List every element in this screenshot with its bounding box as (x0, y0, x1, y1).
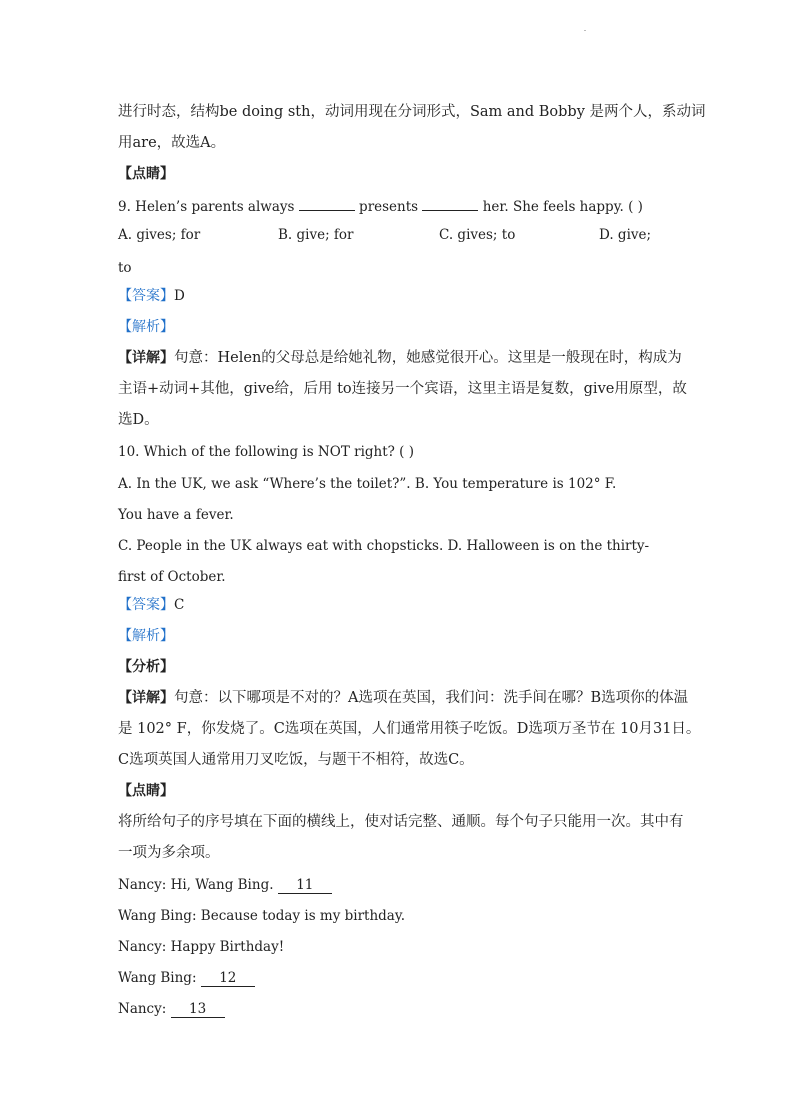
q9-option-a: A. gives; for (118, 227, 201, 243)
q10-options-cd-cont: first of October. (118, 569, 226, 585)
section-label: 【点睛】 (118, 166, 174, 182)
instruction-line: 将所给句子的序号填在下面的横线上，使对话完整、通顺。每个句子只能用一次。其中有 (118, 814, 684, 830)
q10-exp-text: 句意：以下哪项是不对的？A选项在英国，我们问：洗手间在哪？B选项你的体温 (174, 690, 689, 706)
detail-label: 【详解】 (118, 690, 174, 706)
instruction-line: 一项为多余项。 (118, 845, 220, 861)
answer-blank-11: 11 (278, 877, 332, 894)
q9-option-c: C. gives; to (439, 227, 516, 243)
q10-options-cd: C. People in the UK always eat with chopsticks. D. Halloween is on the thirty- (118, 538, 650, 554)
q10-explanation (118, 688, 688, 708)
dialogue-text: Wang Bing: (118, 970, 201, 986)
answer-label: 【答案】 (118, 288, 174, 304)
q9-option-d: D. give; (599, 227, 652, 243)
q9-text-b: presents (359, 199, 419, 215)
top-mark (584, 30, 586, 31)
answer-value: D (174, 288, 185, 304)
q9-blank-1 (299, 196, 355, 211)
q9-exp-text: 句意：Helen的父母总是给她礼物，她感觉很开心。这里是一般现在时，构成为 (174, 350, 682, 366)
text-line: 选D。 (118, 412, 159, 428)
text-line: 主语+动词+其他，give给，后用 to连接另一个宾语，这里主语是复数，give用原型，故 (118, 381, 687, 397)
q10-options-ab-cont: You have a fever. (118, 507, 234, 523)
detail-label: 【详解】 (118, 350, 174, 366)
section-label: 【点睛】 (118, 783, 174, 799)
dialogue-line: Wang Bing: Because today is my birthday. (118, 908, 405, 924)
answer-blank-13: 13 (171, 1001, 225, 1018)
analysis-label: 【解析】 (118, 319, 174, 335)
q10-answer (118, 595, 184, 615)
dialogue-line (118, 875, 332, 895)
text-line: C选项英国人通常用刀叉吃饭，与题干不相符，故选C。 (118, 752, 474, 768)
q10-options-ab: A. In the UK, we ask “Where’s the toilet?”. B. You temperature is 102° F. (118, 476, 617, 492)
answer-blank-12: 12 (201, 970, 255, 987)
question-9 (118, 196, 643, 217)
dialogue-text: Nancy: Hi, Wang Bing. (118, 877, 278, 893)
dialogue-text: Nancy: (118, 1001, 171, 1017)
dialogue-line: Nancy: Happy Birthday! (118, 939, 285, 955)
analysis-label: 【解析】 (118, 628, 174, 644)
q9-text-c: her. She feels happy. ( ) (482, 199, 643, 215)
q9-blank-2 (422, 196, 478, 211)
question-10: 10. Which of the following is NOT right? ( ) (118, 444, 414, 460)
q9-option-b: B. give; for (278, 227, 354, 243)
text-line: 是 102° F，你发烧了。C选项在英国，人们通常用筷子吃饭。D选项万圣节在 10月31日。 (118, 721, 701, 737)
section-label: 【分析】 (118, 659, 174, 675)
answer-value: C (174, 597, 185, 613)
q9-option-d-cont: to (118, 260, 132, 276)
text-line: 进行时态，结构be doing sth，动词用现在分词形式，Sam and Bobby 是两个人，系动词 (118, 104, 706, 120)
dialogue-line (118, 999, 225, 1019)
q9-text-a: 9. Helen’s parents always (118, 199, 295, 215)
text-line: 用are，故选A。 (118, 135, 226, 151)
dialogue-line (118, 968, 255, 988)
q9-explanation (118, 348, 682, 368)
q9-answer (118, 286, 185, 306)
answer-label: 【答案】 (118, 597, 174, 613)
